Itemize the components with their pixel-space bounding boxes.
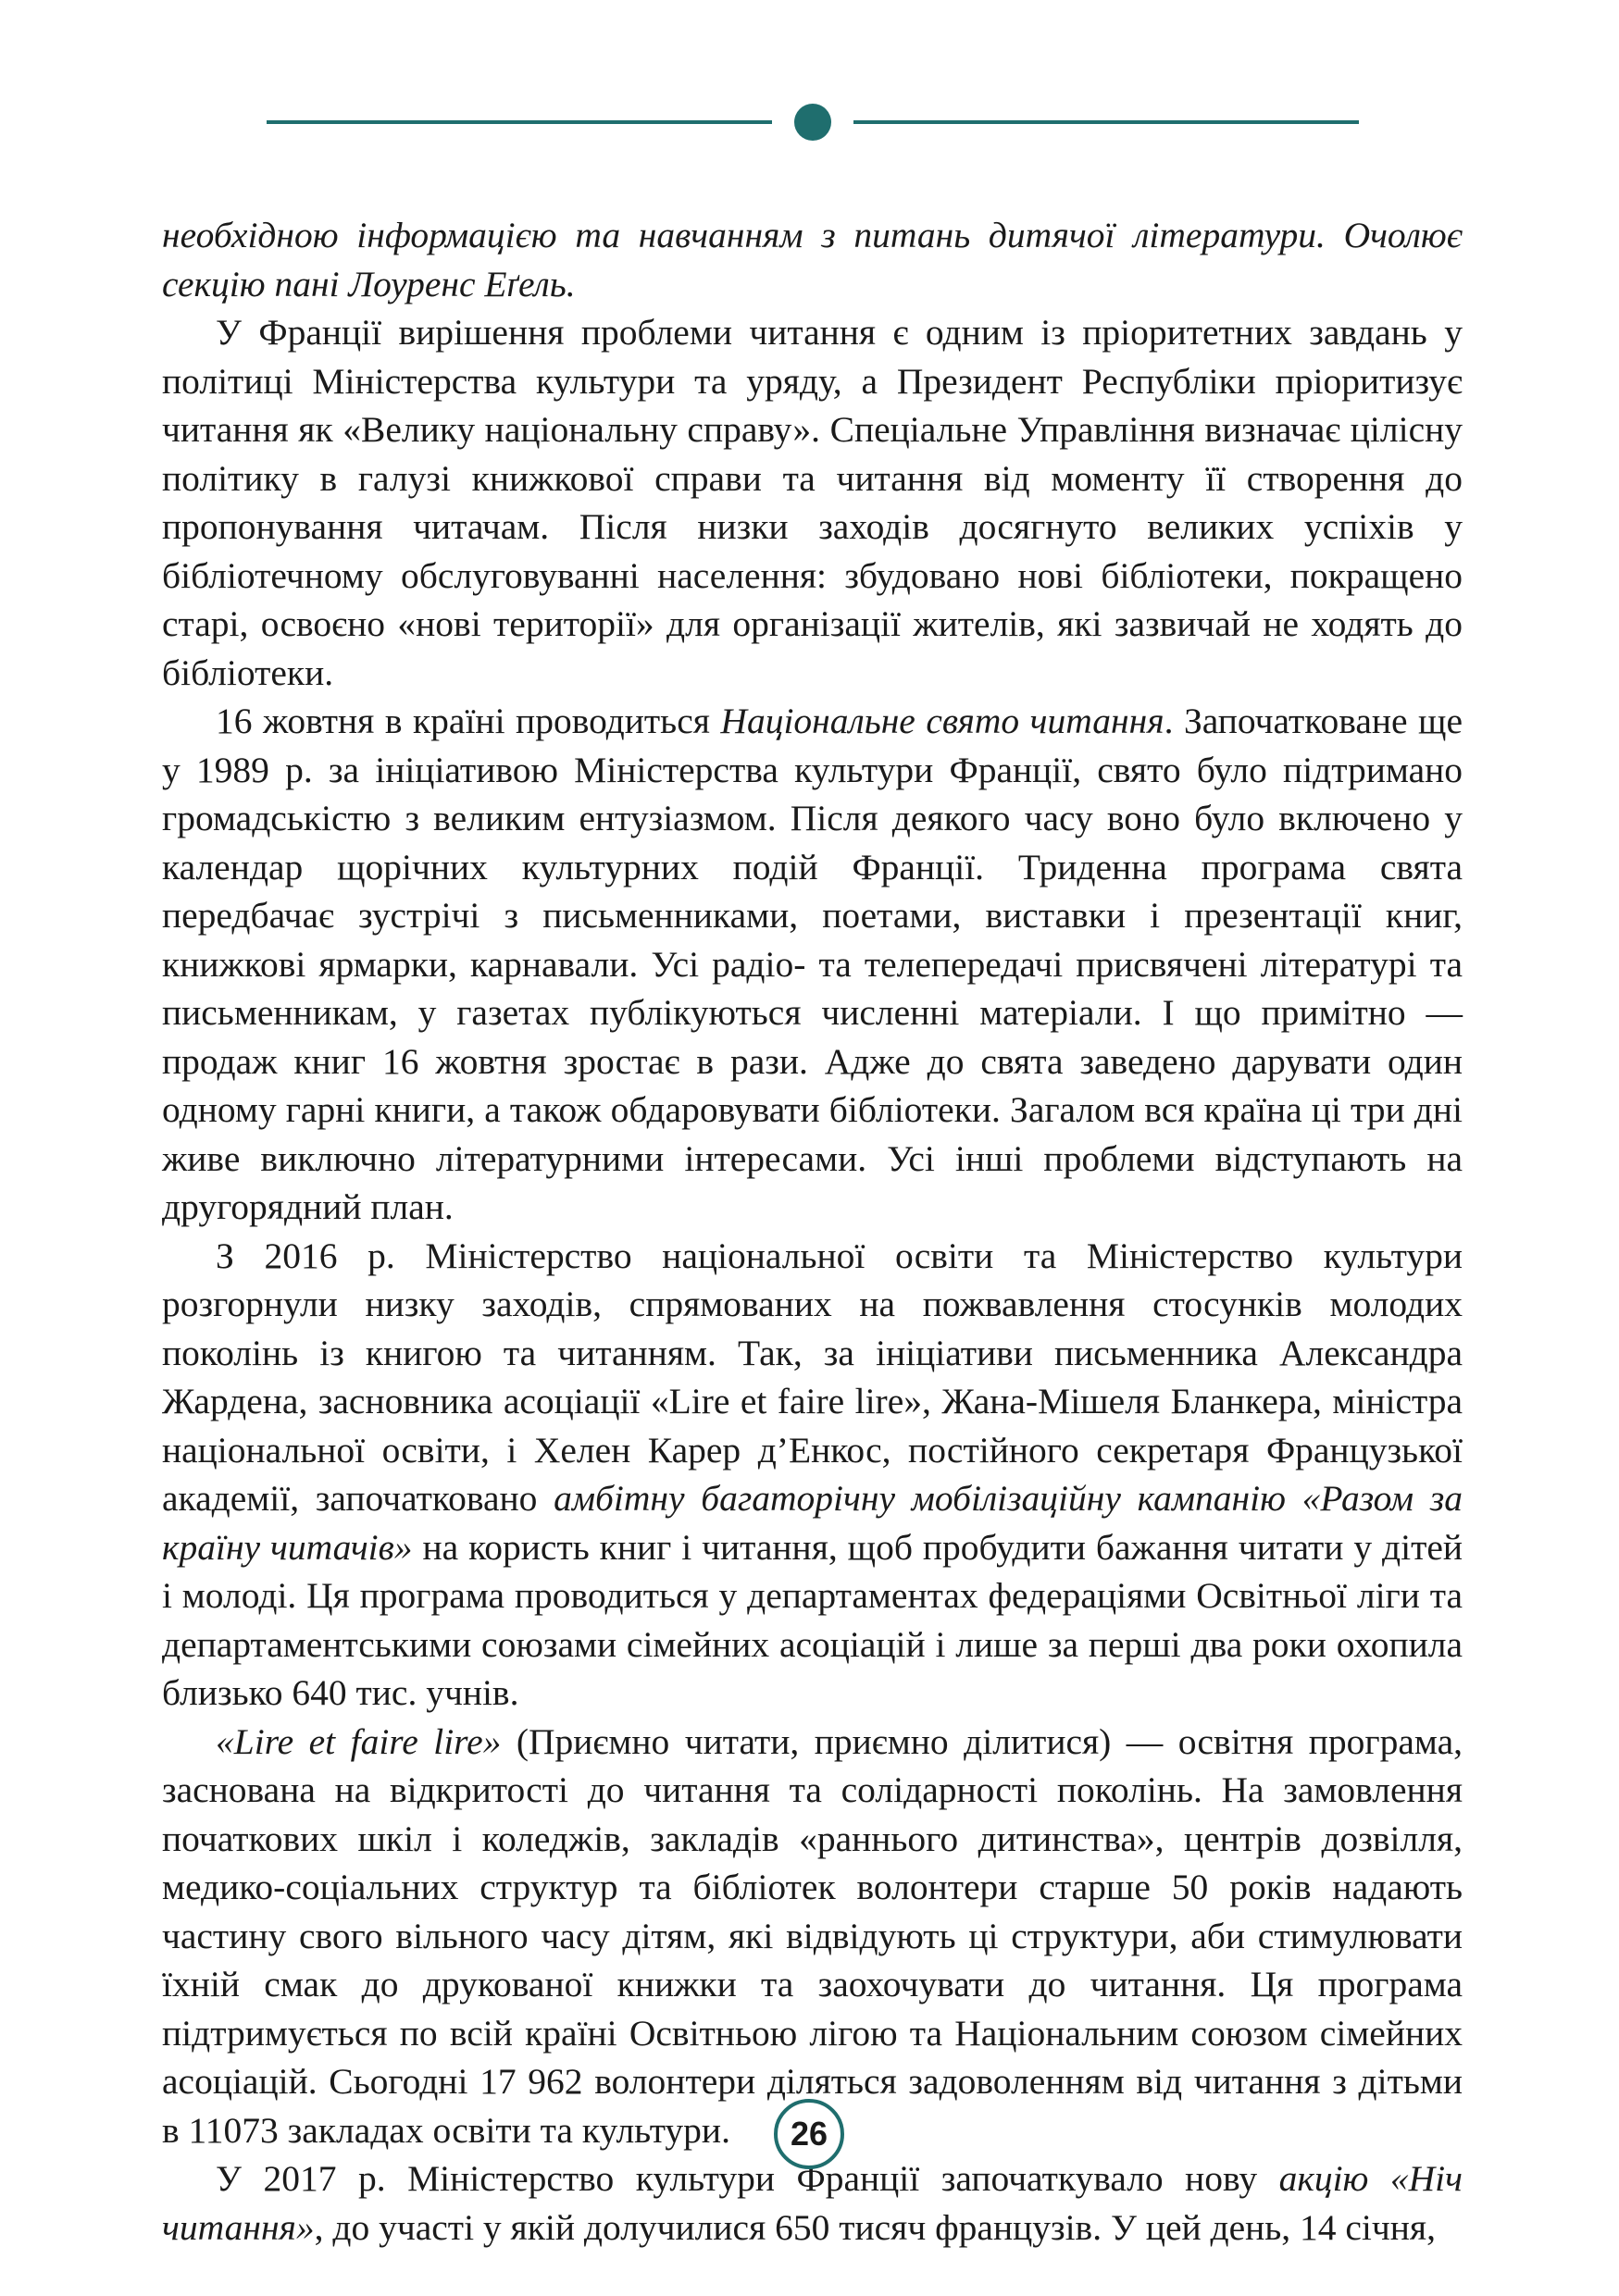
paragraph: [162, 1232, 1463, 1718]
ornament-line-left: [267, 120, 772, 124]
text-segment: У Франції вирішення проблеми читання є одним із пріоритетних завдань у політиці Міністерства культури та уряду, а Президент Республіки пріоритизує читання як «Велику національну справу». Спеціальне Управління визначає цілісну політику в галузі книжкової справи та читання від моменту її створення до пропонування читачам. Після низки заходів досягнуто великих успіхів у бібліотечному обслуговуванні населення: збудовано нові бібліотеки, покращено старі, освоєно «нові території» для організації жителів, які зазвичай не ходять до бібліотеки.: [162, 312, 1463, 693]
header-ornament: [267, 104, 1359, 141]
ornament-line-right: [853, 120, 1359, 124]
text-segment: «Lire et faire lire»: [216, 1720, 502, 1762]
text-segment: . Започатковане ще у 1989 р. за ініціативою Міністерства культури Франції, свято було підтримано громадськістю з великим ентузіазмом. Після деякого часу воно було включено у календар щорічних культурних подій Франції. Триденна програма свята передбачає зустрічі з письменниками, поетами, виставки і презентації книг, книжкові ярмарки, карнавали. Усі радіо- та телепередачі присвячені літературі та письменникам, у газетах публікуються численні матеріали. І що примітно — продаж книг 16 жовтня зростає в рази. Адже до свята заведено дарувати один одному гарні книги, а також обдаровувати бібліотеки. Загалом вся країна ці три дні живе виключно літературними інтересами. Усі інші проблеми відступають на другорядний план.: [162, 701, 1463, 1227]
text-segment: акцію «Ніч читання»: [162, 2158, 1463, 2248]
paragraph: [162, 697, 1463, 1232]
text-segment: необхідною інформацією та навчанням з питань дитячої літератури. Очолює секцію пані Лоуренс Еґель.: [162, 215, 1463, 304]
text-segment: на користь книг і читання, щоб пробудити бажання читати у дітей і молоді. Ця програма проводиться у департаментах федераціями Освітньої ліги та департаментськими союзами сімейних асоціацій і лише за перші два роки охопила близько 640 тис. учнів.: [162, 1526, 1463, 1713]
text-segment: Національне свято читання: [720, 701, 1164, 741]
text-segment: 16 жовтня в країні проводиться: [216, 701, 721, 741]
text-segment: (Приємно читати, приємно ділитися) — освітня програма, заснована на відкритості до читання та солідарності поколінь. На замовлення початкових шкіл і коледжів, закладів «раннього дитинства», центрів дозвілля, медико-соціальних структур та бібліотек волонтери старше 50 років надають частину свого вільного часу дітям, які відвідують ці структури, аби стимулювати їхній смак до друкованої книжки та заохочувати до читання. Ця програма підтримується по всій країні Освітньою лігою та Національним союзом сімейних асоціацій. Сьогодні 17 962 волонтери діляться задоволенням від читання з дітьми в 11073 закладах освіти та культури.: [162, 1720, 1463, 2151]
page-number-badge: [774, 2099, 844, 2169]
text-segment: , до участі у якій долучилися 650 тисяч французів. У цей день, 14 січня,: [314, 2206, 1436, 2248]
body-text: [162, 211, 1463, 2252]
text-segment: З 2016 р. Міністерство національної освіти та Міністерство культури розгорнули низку заходів, спрямованих на пожвавлення стосунків молодих поколінь із книгою та читанням. Так, за ініціативи письменника Александра Жардена, засновника асоціації «Lire et faire lire», Жана-Мішеля Бланкера, міністра національної освіти, і Хелен Карер д’Енкос, постійного секретаря Французької академії, започатковано: [162, 1235, 1463, 1519]
text-segment: У 2017 р. Міністерство культури Франції започаткувало нову: [216, 2158, 1279, 2199]
paragraph: [162, 308, 1463, 697]
paragraph: [162, 211, 1463, 308]
ornament-dot: [794, 104, 831, 141]
paragraph: [162, 1718, 1463, 2155]
text-segment: амбітну багаторічну мобілізаційну кампанію «Разом за країну читачів»: [162, 1478, 1463, 1568]
page-number: 26: [790, 2115, 828, 2153]
